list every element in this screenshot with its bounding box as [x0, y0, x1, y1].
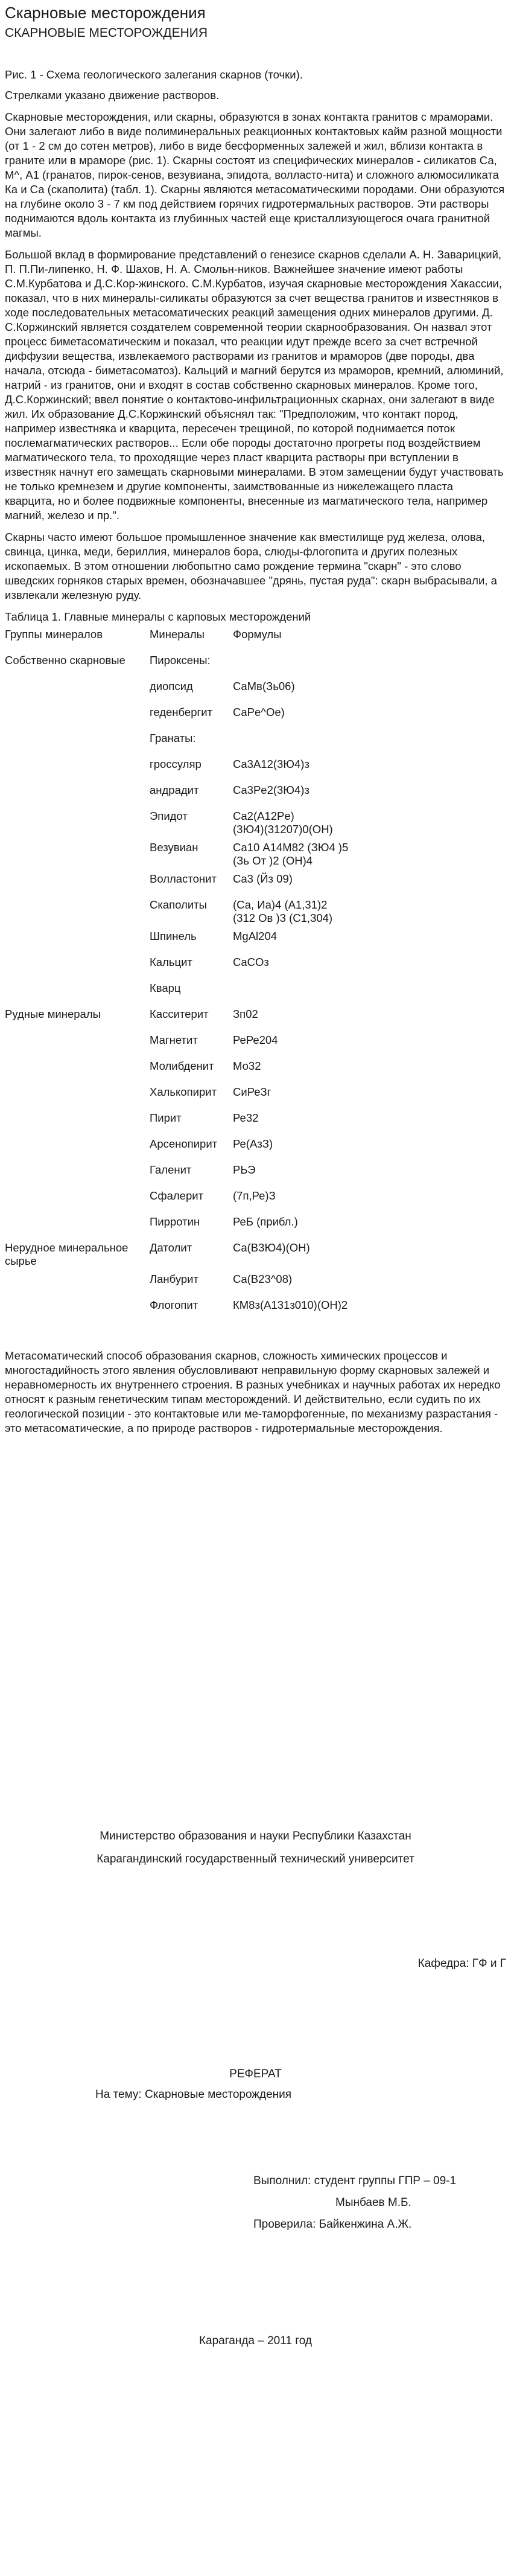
cell-group: [5, 930, 150, 956]
cell-formula: Ca3Pe2(3Ю4)з: [233, 784, 309, 796]
paragraph-genesis: Большой вклад в формирование представлений о генезисе скарнов сделали А. Н. Заварицкий, П. П.Пи-липенко, Н. Ф. Шахов, Н. А. Смольн-ников. Важнейшее значение имеют работы С.М.Курбатова и Д.С.Кор-жинского. С.М.Курбатов, изучая скарновые месторождения Хакассии, показал, что в них минералы-силикаты образуются за счет вещества гранитов и известняков в ходе последовательных метасоматических реакций замещения одних минералов другими. Д. С.Коржинский является создателем современной теории скарнообразования. Он назвал этот процесс биметасоматическим и показал, что реакции идут прежде всего за счет встречной диффузии вещества, извлекаемого растворами из гранитов и мраморов (две породы, два начала, отсюда - биметасоматоз). Кальций и магний берутся из мраморов, кремний, алюминий, натрий - из гранитов, они и входят в состав собственно скарновых минералов. Кроме того, Д.С.Коржинский; ввел понятие о контактово-инфильтрационных скарнах, они залегают в виде жил. Их образование Д.С.Коржинский объяснял так: "Предположим, что контакт пород, например известняка и кварцита, пересечен трещиной, по которой поднимается поток послемагматических растворов... Если обе породы достаточно прогреты под воздействием магматического тела, то проходящие через пласт кварцита растворы при вступлении в известняк начнут его замещать скарновыми минералами. В этом замещении будут участвовать не только кремнезем и другие компоненты, заимствованные из нижележащего пласта кварцита, но и более подвижные компоненты, внесенные из магматического тела, например магний, железо и пр.".: [5, 248, 504, 522]
table-row: [5, 1241, 414, 1273]
cell-formula: CaPe^Oe): [233, 706, 285, 718]
cell-group: [5, 810, 150, 841]
checked-by: Проверила: Байкенжина А.Ж.: [253, 2218, 412, 2231]
cell-group: [5, 872, 150, 898]
cell-mineral: Ланбурит: [150, 1273, 198, 1285]
cell-group: [5, 732, 150, 758]
cell-formula: MgAl204: [233, 930, 278, 942]
cell-formula: CaMв(Зь06): [233, 680, 295, 692]
cell-group: Нерудное минеральное сырье: [5, 1241, 129, 1267]
cell-formula: Ca10 А14М82 (ЗЮ4 )5 (Зь От )2 (ОН)4: [233, 841, 349, 867]
cell-group: [5, 1111, 150, 1137]
paragraph-industrial: Скарны часто имеют большое промышленное значение как вместилище руд железа, олова, свинца, цинка, меди, бериллия, минералов бора, слюды-флогопита и других полезных ископаемых. В этом отношении любопытно само рождение термина "скарн" - это слово шведских горняков старых времен, обозначавшее "дрянь, пустая руда": скарн выбрасывали, а извлекали железную руду.: [5, 531, 497, 601]
cell-group: [5, 1085, 150, 1111]
cell-formula: Ca3A12(3Ю4)з: [233, 758, 309, 770]
table-row: [5, 1137, 414, 1163]
cell-group: [5, 680, 150, 706]
table-row: [5, 706, 414, 732]
document-page: [0, 2, 511, 2348]
cell-mineral: андрадит: [150, 784, 199, 796]
cell-mineral: Сфалерит: [150, 1189, 204, 1202]
document-subtitle: СКАРНОВЫЕ МЕСТОРОЖДЕНИЯ: [5, 26, 208, 40]
header-formula: Формулы: [233, 628, 282, 641]
cell-mineral: Волластонит: [150, 872, 217, 885]
cell-formula: [233, 654, 414, 680]
table-row: [5, 841, 414, 872]
cell-mineral: Скаполиты: [150, 898, 207, 911]
cell-formula: СиРеЗг: [233, 1085, 271, 1098]
table-row: [5, 1215, 414, 1241]
cell-mineral: Галенит: [150, 1163, 192, 1176]
cell-mineral: Молибденит: [150, 1059, 214, 1072]
table-row: [5, 1163, 414, 1189]
cell-mineral: Шпинель: [150, 930, 197, 942]
cell-formula: (Са, Иа)4 (А1,31)2 (312 Ов )3 (С1,304): [233, 898, 333, 924]
cell-formula: Ca3 (Йз 09): [233, 872, 293, 885]
cell-group: [5, 784, 150, 810]
paragraph-conclusion: Метасоматический способ образования скарнов, сложность химических процессов и многостадийность этого явления обусловливают неправильную форму скарновых залежей и неравномерность их внутреннего строения. В разных учебниках и научных работах их нередко относят к разным генетическим типам месторождений. И действительно, если судить по их геологической позиции - это контактовые или ме-таморфогенные, по механизму разрастания - это метасоматические, а по природе растворов - гидротермальные месторождения.: [5, 1349, 501, 1434]
table-row: [5, 1273, 414, 1299]
cell-formula: Ca2(A12Pe) (3Ю4)(31207)0(ОН): [233, 810, 333, 836]
university-name: Карагандинский государственный технический университет: [97, 1853, 414, 1865]
cell-mineral: Халькопирит: [150, 1085, 217, 1098]
cell-formula: [233, 732, 414, 758]
table-row: [5, 810, 414, 841]
table-row: [5, 1189, 414, 1215]
table-row: [5, 898, 414, 930]
table-row: [5, 1008, 414, 1034]
cell-group: [5, 841, 150, 872]
cell-mineral: Кальцит: [150, 956, 192, 968]
minerals-table: [5, 628, 414, 1325]
cell-mineral: Датолит: [150, 1241, 192, 1254]
report-label: РЕФЕРАТ: [229, 2068, 282, 2080]
report-topic: На тему: Скарновые месторождения: [95, 2088, 292, 2101]
cell-group: [5, 898, 150, 930]
cell-group: [5, 706, 150, 732]
cell-formula: Ре(АзЗ): [233, 1137, 273, 1150]
cell-group: [5, 1189, 150, 1215]
table-row: [5, 784, 414, 810]
table-row: [5, 732, 414, 758]
cell-group: [5, 1273, 150, 1299]
figure-note: Стрелками указано движение растворов.: [5, 89, 220, 101]
cell-mineral: Арсенопирит: [150, 1137, 218, 1150]
cell-group: [5, 1215, 150, 1241]
cell-formula: Мо32: [233, 1059, 261, 1072]
cell-group: [5, 1034, 150, 1059]
table-row: [5, 680, 414, 706]
cell-mineral: Пирит: [150, 1111, 182, 1124]
cell-group: [5, 758, 150, 784]
cell-mineral: геденбергит: [150, 706, 213, 718]
table-row: [5, 654, 414, 680]
cell-mineral: Кварц: [150, 982, 181, 994]
table-row: [5, 1085, 414, 1111]
table-caption: Таблица 1. Главные минералы с карповых месторождений: [5, 610, 311, 623]
cell-mineral: Пирротин: [150, 1215, 200, 1228]
cell-mineral: Везувиан: [150, 841, 198, 854]
cell-formula: Ca(B23^08): [233, 1273, 293, 1285]
table-row: [5, 1059, 414, 1085]
cell-mineral: Пироксены:: [150, 654, 211, 666]
cell-mineral: гроссуляр: [150, 758, 202, 770]
table-row: [5, 758, 414, 784]
table-row: [5, 1111, 414, 1137]
document-title: Скарновые месторождения: [5, 4, 206, 22]
cell-formula: Ре32: [233, 1111, 259, 1124]
cell-formula: КМ8з(А131з010)(ОН)2: [233, 1299, 348, 1311]
cell-group: [5, 1299, 150, 1325]
table-row: [5, 1299, 414, 1325]
table-header-row: [5, 628, 414, 654]
table-row: [5, 872, 414, 898]
cell-group: [5, 982, 150, 1008]
cell-formula: Зп02: [233, 1008, 258, 1020]
performed-by: Выполнил: студент группы ГПР – 09-1: [253, 2175, 457, 2187]
table-row: [5, 956, 414, 982]
city-year: Караганда – 2011 год: [198, 2335, 312, 2347]
cell-formula: Ca(B3Ю4)(OH): [233, 1241, 310, 1254]
cell-formula: (7п,Ре)З: [233, 1189, 276, 1202]
cell-formula: [233, 982, 414, 1008]
cell-mineral: Магнетит: [150, 1034, 198, 1046]
department-label: Кафедра: ГФ и Г: [417, 1957, 506, 1970]
header-mineral: Минералы: [150, 628, 205, 641]
cell-mineral: Гранаты:: [150, 732, 196, 744]
cell-group: Собственно скарновые: [5, 654, 125, 666]
cell-formula: РеРе204: [233, 1034, 278, 1046]
figure-caption: Рис. 1 - Схема геологического залегания скарнов (точки).: [5, 68, 303, 81]
table-row: [5, 982, 414, 1008]
cell-group: [5, 1059, 150, 1085]
cell-formula: CaCOз: [233, 956, 269, 968]
cell-mineral: диопсид: [150, 680, 193, 692]
cell-mineral: Флогопит: [150, 1299, 198, 1311]
table-body: [5, 654, 414, 1325]
cell-mineral: Касситерит: [150, 1008, 209, 1020]
cell-group: Рудные минералы: [5, 1008, 101, 1020]
cell-mineral: Эпидот: [150, 810, 188, 822]
table-row: [5, 1034, 414, 1059]
cell-group: [5, 956, 150, 982]
cell-formula: РЬЭ: [233, 1163, 256, 1176]
cell-formula: РеБ (прибл.): [233, 1215, 298, 1228]
paragraph-intro: Скарновые месторождения, или скарны, образуются в зонах контакта гранитов с мраморами. Они залегают либо в виде полиминеральных реакционных контактовых кайм разной мощности (от 1 - 2 см до сотен метров), либо в виде бесформенных залежей и жил, вблизи контакта в граните или в мраморе (рис. 1). Скарны состоят из специфических минералов - силикатов Са, М^, А1 (гранатов, пирок-сенов, везувиана, эпидота, волласто-нита) и сложного алюмосиликата Ка и Са (скаполита) (табл. 1). Скарны являются метасоматическими породами. Они образуются на глубине около 3 - 7 км под действием горячих гидротермальных растворов. Эти растворы поднимаются вдоль контакта из глубинных частей еще кристаллизующегося очага гранитной магмы.: [5, 110, 505, 239]
cell-group: [5, 1137, 150, 1163]
table-row: [5, 930, 414, 956]
header-group: Группы минералов: [5, 628, 103, 641]
student-name: Мынбаев М.Б.: [335, 2196, 411, 2209]
ministry-name: Министерство образования и науки Республики Казахстан: [100, 1830, 411, 1843]
cell-group: [5, 1163, 150, 1189]
